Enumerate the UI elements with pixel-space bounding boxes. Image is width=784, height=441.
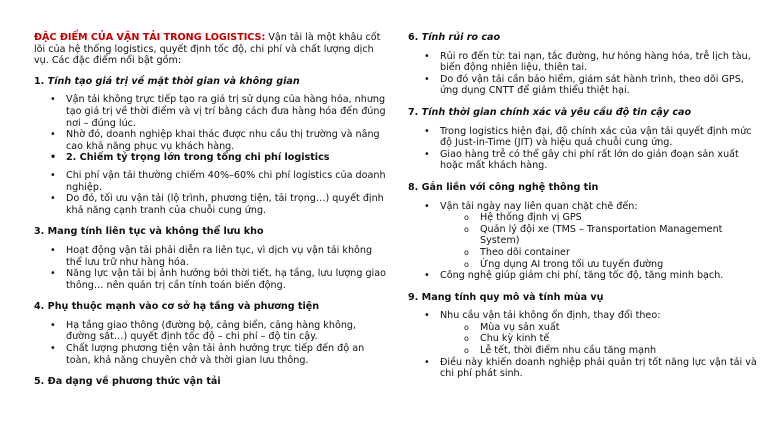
sub-list-item: o Theo dõi container [440, 247, 758, 259]
list-item: • Chất lượng phương tiện vận tải ảnh hưởng trực tiếp đến độ an toàn, khả năng chuyên chở và thời gian lưu thông. [34, 343, 386, 366]
section-number: 1. [34, 75, 48, 87]
intro-paragraph [34, 32, 386, 67]
list-item: • Công nghệ giúp giảm chi phí, tăng tốc độ, tăng minh bạch. [408, 270, 758, 282]
sub-list-item: o Quản lý đội xe (TMS – Transportation Management System) [440, 224, 758, 247]
section-number: 5. [34, 376, 48, 388]
section-4-heading [34, 301, 386, 313]
section-9-sublist [440, 322, 758, 357]
section-number: 8. [408, 181, 422, 193]
list-item: • Năng lực vận tải bị ảnh hưởng bởi thời tiết, hạ tầng, lưu lượng giao thông… nên quản trị cần tính toán biến động. [34, 268, 386, 291]
intro-title: ĐẶC ĐIỂM CỦA VẬN TẢI TRONG LOGISTICS: [34, 32, 266, 43]
section-3-list [34, 245, 386, 291]
section-6-heading [408, 32, 758, 44]
section-1-heading [34, 76, 386, 88]
section-1-title: Tính tạo giá trị về mặt thời gian và không gian [47, 75, 300, 87]
list-item: • Do đó, tối ưu vận tải (lộ trình, phương tiện, tải trọng…) quyết định khả năng cạnh tranh của chuỗi cung ứng. [34, 193, 386, 216]
list-item: • Hoạt động vận tải phải diễn ra liên tục, vì dịch vụ vận tải không thể lưu trữ như hàng hóa. [34, 245, 386, 268]
section-5-title: Đa dạng về phương thức vận tải [47, 376, 221, 388]
section-7-title: Tính thời gian chính xác và yêu cầu độ tin cậy cao [421, 106, 692, 118]
section-9-heading [408, 292, 758, 304]
left-column [34, 32, 386, 395]
section-9-title: Mang tính quy mô và tính mùa vụ [421, 291, 604, 303]
list-item: • Giao hàng trễ có thể gây chi phí rất lớn do gián đoạn sản xuất hoặc mất khách hàng. [408, 149, 758, 172]
list-item-bold-subheading: • 2. Chiếm tỷ trọng lớn trong tổng chi phí logistics [34, 152, 386, 164]
section-8-sublist [440, 212, 758, 270]
list-item [408, 310, 758, 356]
list-item: • Trong logistics hiện đại, độ chính xác của vận tải quyết định mức độ Just-in-Time (JIT) và hiệu quả chuỗi cung ứng. [408, 126, 758, 149]
section-number: 7. [408, 106, 422, 118]
right-column [408, 32, 758, 390]
list-item: • Hạ tầng giao thông (đường bộ, cảng biển, cảng hàng không, đường sắt…) quyết định tốc độ – chi phí – độ tin cậy. [34, 320, 386, 343]
sub-list-item: o Chu kỳ kinh tế [440, 333, 758, 345]
section-4-title: Phụ thuộc mạnh vào cơ sở hạ tầng và phương tiện [47, 301, 320, 313]
section-2-list [34, 170, 386, 216]
section-8-list [408, 201, 758, 282]
list-item-lead: Nhu cầu vận tải không ổn định, thay đổi theo: [440, 310, 661, 322]
section-number: 4. [34, 301, 48, 313]
sub-list-item: o Ứng dụng AI trong tối ưu tuyến đường [440, 259, 758, 271]
section-number: 3. [34, 226, 48, 238]
sub-list-item: o Lễ tết, thời điểm nhu cầu tăng mạnh [440, 345, 758, 357]
list-item: • Do đó vận tải cần bảo hiểm, giám sát hành trình, theo dõi GPS, ứng dụng CNTT để giảm thiểu thiệt hại. [408, 74, 758, 97]
list-item: • Điều này khiến doanh nghiệp phải quản trị tốt năng lực vận tải và chi phí phát sinh. [408, 357, 758, 380]
list-item: • Chi phí vận tải thường chiếm 40%–60% chi phí logistics của doanh nghiệp. [34, 170, 386, 193]
section-6-list [408, 51, 758, 97]
sub-list-item: o Hệ thống định vị GPS [440, 212, 758, 224]
section-9-list [408, 310, 758, 380]
list-item-lead: Vận tải ngày nay liên quan chặt chẽ đến: [440, 200, 638, 212]
sub-list-item: o Mùa vụ sản xuất [440, 322, 758, 334]
list-item: • Nhờ đó, doanh nghiệp khai thác được nhu cầu thị trường và nâng cao khả năng phục vụ khách hàng. [34, 129, 386, 152]
section-number: 9. [408, 291, 422, 303]
section-7-list [408, 126, 758, 172]
section-6-title: Tính rủi ro cao [421, 32, 501, 43]
section-8-title: Gắn liền với công nghệ thông tin [421, 181, 599, 193]
section-3-title: Mang tính liên tục và không thể lưu kho [47, 226, 264, 238]
section-3-heading [34, 226, 386, 238]
section-8-heading [408, 182, 758, 194]
section-number: 6. [408, 32, 422, 43]
list-item [408, 201, 758, 271]
intro-text: Vận tải là một khâu cốt lõi của hệ thống logistics, quyết định tốc độ, chi phí và chất lượng dịch vụ. Các đặc điểm nổi bật gồm: [34, 32, 381, 67]
section-7-heading [408, 107, 758, 119]
section-4-list [34, 320, 386, 366]
list-item: • Vận tải không trực tiếp tạo ra giá trị sử dụng của hàng hóa, nhưng tạo giá trị về thời điểm và vị trí bằng cách đưa hàng hóa đến đúng nơi – đúng lúc. [34, 94, 386, 129]
section-1-list [34, 94, 386, 164]
list-item: • Rủi ro đến từ: tai nạn, tắc đường, hư hỏng hàng hóa, trễ lịch tàu, biến động nhiên liệu, thiên tai. [408, 51, 758, 74]
section-5-heading [34, 376, 386, 388]
